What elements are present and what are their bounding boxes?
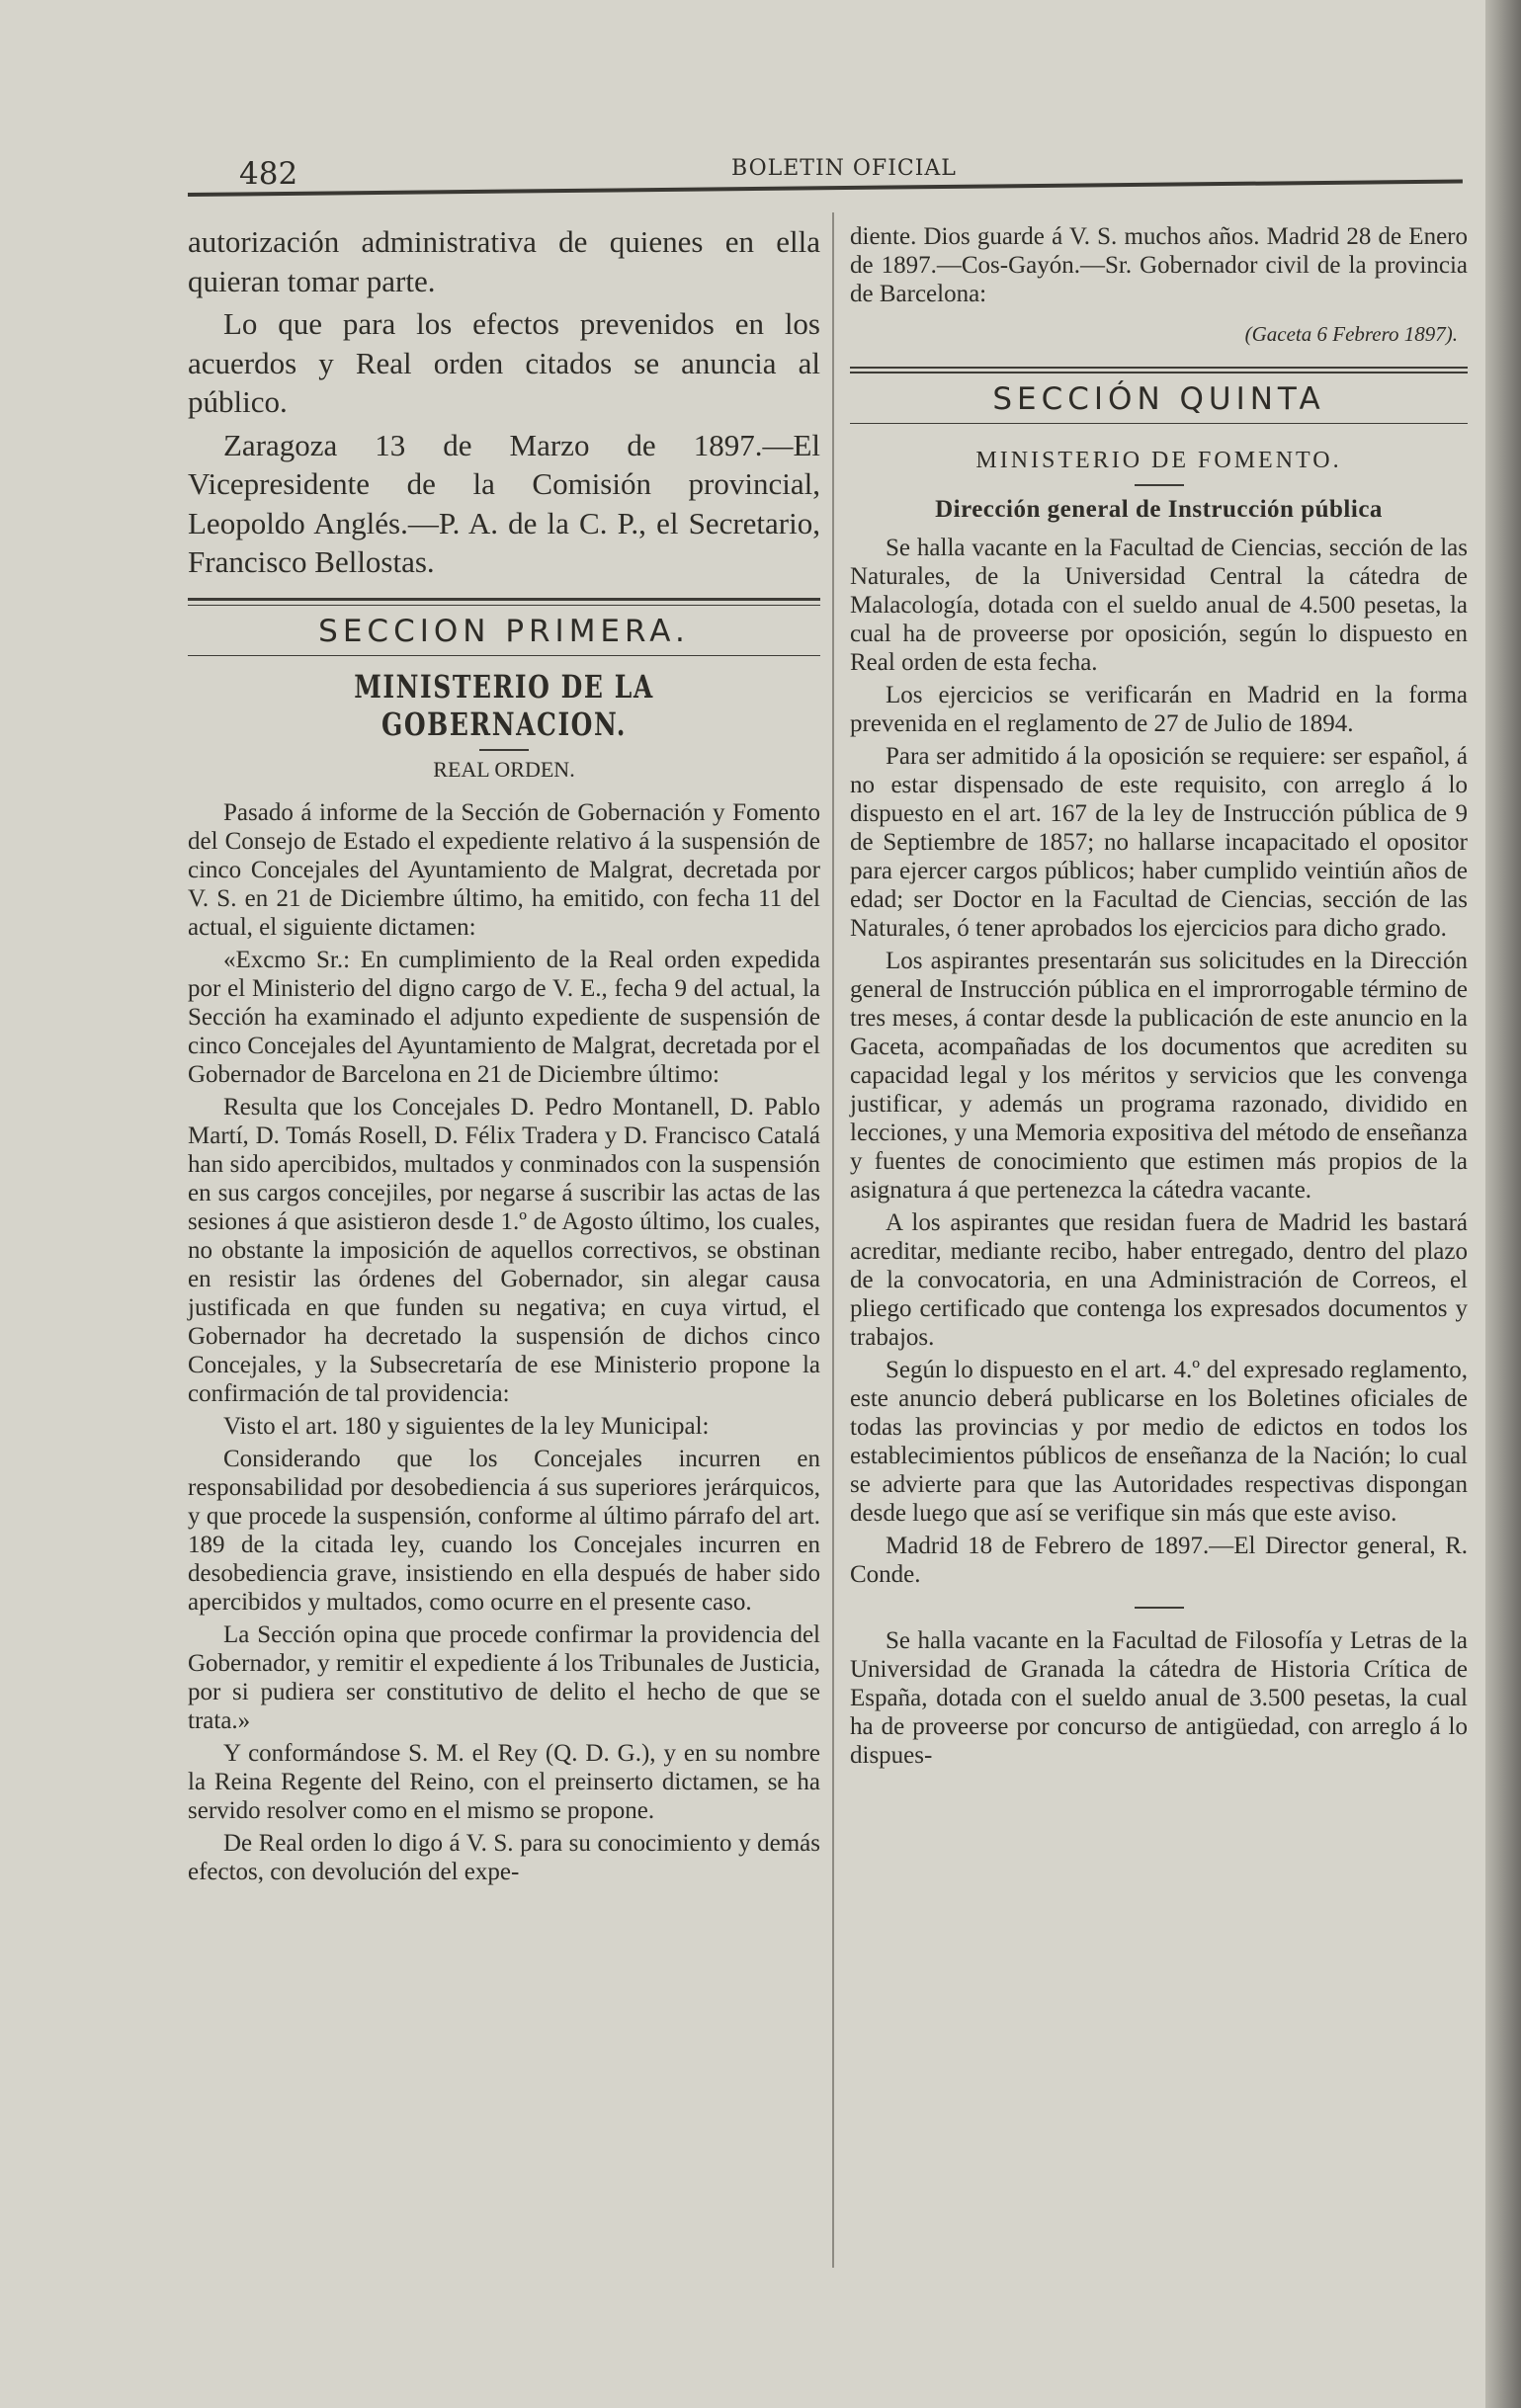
- running-title: BOLETIN OFICIAL: [731, 156, 957, 181]
- body-paragraph: Y conformándose S. M. el Rey (Q. D. G.), y en su nombre la Reina Regente del Reino, con el preinserto dictamen, se ha servido resolver como en el mismo se propone.: [188, 1739, 820, 1824]
- body-paragraph: Se halla vacante en la Facultad de Ciencias, sección de las Naturales, de la Universidad Central la cátedra de Malacología, dotada con el sueldo anual de 4.500 pesetas, la cual ha de proveerse por oposición, según lo dispuesto en Real orden de esta fecha.: [850, 535, 1468, 676]
- page-header: [188, 148, 1463, 198]
- short-rule: [1135, 484, 1184, 486]
- body-paragraph: «Excmo Sr.: En cumplimiento de la Real orden expedida por el Ministerio del digno cargo de V. E., fecha 9 del actual, la Sección ha examinado el adjunto expediente de suspensión de cinco Concejales del Ayuntamiento de Malgrat, decretada por el Gobernador de Barcelona en 21 de Diciembre último:: [188, 946, 820, 1088]
- direction-heading: Dirección general de Instrucción pública: [935, 496, 1383, 523]
- section-rule: [188, 598, 820, 601]
- body-paragraph: Madrid 18 de Febrero de 1897.—El Director general, R. Conde.: [850, 1533, 1468, 1588]
- body-paragraph: Pasado á informe de la Sección de Gobernación y Fomento del Consejo de Estado el expediente relativo á la suspensión de cinco Concejales del Ayuntamiento de Malgrat, decretada por V. S. en 21 de Diciembre último, ha emitido, con fecha 11 del actual, el siguiente dictamen:: [188, 798, 820, 941]
- real-orden-heading: REAL ORDEN.: [433, 756, 575, 782]
- page-number: 482: [239, 156, 298, 192]
- ministry-title-gobernacion: MINISTERIO DE LA GOBERNACION.: [354, 667, 654, 743]
- section-rule-thin: [188, 605, 820, 606]
- left-paragraph-3: Zaragoza 13 de Marzo de 1897.—El Vicepresidente de la Comisión provincial, Leopoldo Anglés.—P. A. de la C. P., el Secretario, Francisco Bellostas.: [188, 427, 820, 579]
- body-paragraph: La Sección opina que procede confirmar la providencia del Gobernador, y remitir el expediente á los Tribunales de Justicia, por si pudiera ser constitutivo de delito el hecho de que se trata.»: [188, 1620, 820, 1734]
- body-paragraph: Los aspirantes presentarán sus solicitudes en la Dirección general de Instrucción pública en el improrrogable término de tres meses, á contar desde la publicación de este anuncio en la Gaceta, acompañadas de los documentos que acrediten su capacidad legal y los méritos y servicios que les convenga justificar, y además un programa razonado, dividido en lecciones, y una Memoria expositiva del método de enseñanza y fuentes de conocimiento que estimen más propios de la asignatura á que pertenezca la cátedra vacante.: [850, 948, 1468, 1204]
- left-paragraph-1: autorización administrativa de quienes en ella quieran tomar parte.: [188, 224, 820, 298]
- left-column: [188, 222, 820, 1890]
- body-paragraph: Considerando que los Concejales incurren en responsabilidad por desobediencia á sus superiores jerárquicos, y que procede la suspensión, conforme al último párrafo del art. 189 de la citada ley, cuando los Concejales incurren en desobediencia grave, insistiendo en ella después de haber sido apercibidos y multados, como ocurre en el presente caso.: [188, 1445, 820, 1616]
- body-paragraph: A los aspirantes que residan fuera de Madrid les bastará acreditar, mediante recibo, haber entregado, dentro del plazo de la convocatoria, en una Administración de Correos, el pliego certificado que contenga los expresados documentos y trabajos.: [850, 1209, 1468, 1351]
- double-rule: [850, 367, 1468, 374]
- gaceta-citation: (Gaceta 6 Febrero 1897).: [1244, 322, 1458, 346]
- section-rule-thin: [188, 655, 820, 656]
- body-paragraph: Para ser admitido á la oposición se requiere: ser español, á no estar dispensado de este requisito, con arreglo á lo dispuesto en el art. 167 de la ley de Instrucción pública de 9 de Septiembre de 1857; no hallarse incapacitado el opositor para ejercer cargos públicos; haber cumplido veintiún años de edad; ser Doctor en la Facultad de Ciencias, sección de las Naturales, ó tener aprobados los ejercicios para dicho grado.: [850, 743, 1468, 942]
- page-binding-edge: [1485, 0, 1521, 2408]
- body-paragraph: Resulta que los Concejales D. Pedro Montanell, D. Pablo Martí, D. Tomás Rosell, D. Félix Tradera y D. Francisco Catalá han sido apercibidos, multados y conminados con la suspensión en sus cargos concejiles, por negarse á suscribir las actas de las sesiones á que asistieron desde 1.º de Agosto último, los cuales, no obstante la imposición de aquellos correctivos, se obstinan en resistir las órdenes del Gobernador, sin alegar causa justificada en que funden su negativa; en cuya virtud, el Gobernador ha decretado la suspensión de dichos cinco Concejales, y la Subsecretaría de ese Ministerio propone la confirmación de tal providencia:: [188, 1093, 820, 1407]
- body-paragraph: De Real orden lo digo á V. S. para su conocimiento y demás efectos, con devolución del expe-: [188, 1829, 820, 1885]
- body-paragraph: Según lo dispuesto en el art. 4.º del expresado reglamento, este anuncio deberá publicarse en los Boletines oficiales de todas las provincias y por medio de edictos en todos los establecimientos públicos de enseñanza de la Nación; lo cual se advierte para que las Autoridades respectivas dispongan desde luego que así se verifique sin más que este aviso.: [850, 1357, 1468, 1527]
- section-rule-thin: [850, 423, 1468, 424]
- right-column: [850, 222, 1468, 1774]
- column-divider: [832, 212, 834, 2268]
- short-rule: [479, 749, 529, 751]
- right-paragraph-top: diente. Dios guarde á V. S. muchos años. Madrid 28 de Enero de 1897.—Cos-Gayón.—Sr. Gobernador civil de la provincia de Barcelona:: [850, 223, 1468, 307]
- section-title-quinta: SECCIÓN QUINTA: [992, 381, 1325, 417]
- body-paragraph: Visto el art. 180 y siguientes de la ley Municipal:: [223, 1412, 710, 1440]
- body-paragraph: Se halla vacante en la Facultad de Filosofía y Letras de la Universidad de Granada la cátedra de Historia Crítica de España, dotada con el sueldo anual de 3.500 pesetas, la cual ha de proveerse por concurso de antigüedad, con arreglo á lo dispues-: [850, 1627, 1468, 1769]
- header-rule: [188, 179, 1463, 197]
- body-paragraph: Los ejercicios se verificarán en Madrid en la forma prevenida en el reglamento de 27 de Julio de 1894.: [850, 682, 1468, 737]
- short-rule: [1135, 1607, 1184, 1609]
- section-title-primera: SECCION PRIMERA.: [318, 613, 690, 649]
- left-paragraph-2: Lo que para los efectos prevenidos en los acuerdos y Real orden citados se anuncia al público.: [188, 306, 820, 419]
- ministry-title-fomento: MINISTERIO DE FOMENTO.: [975, 448, 1342, 473]
